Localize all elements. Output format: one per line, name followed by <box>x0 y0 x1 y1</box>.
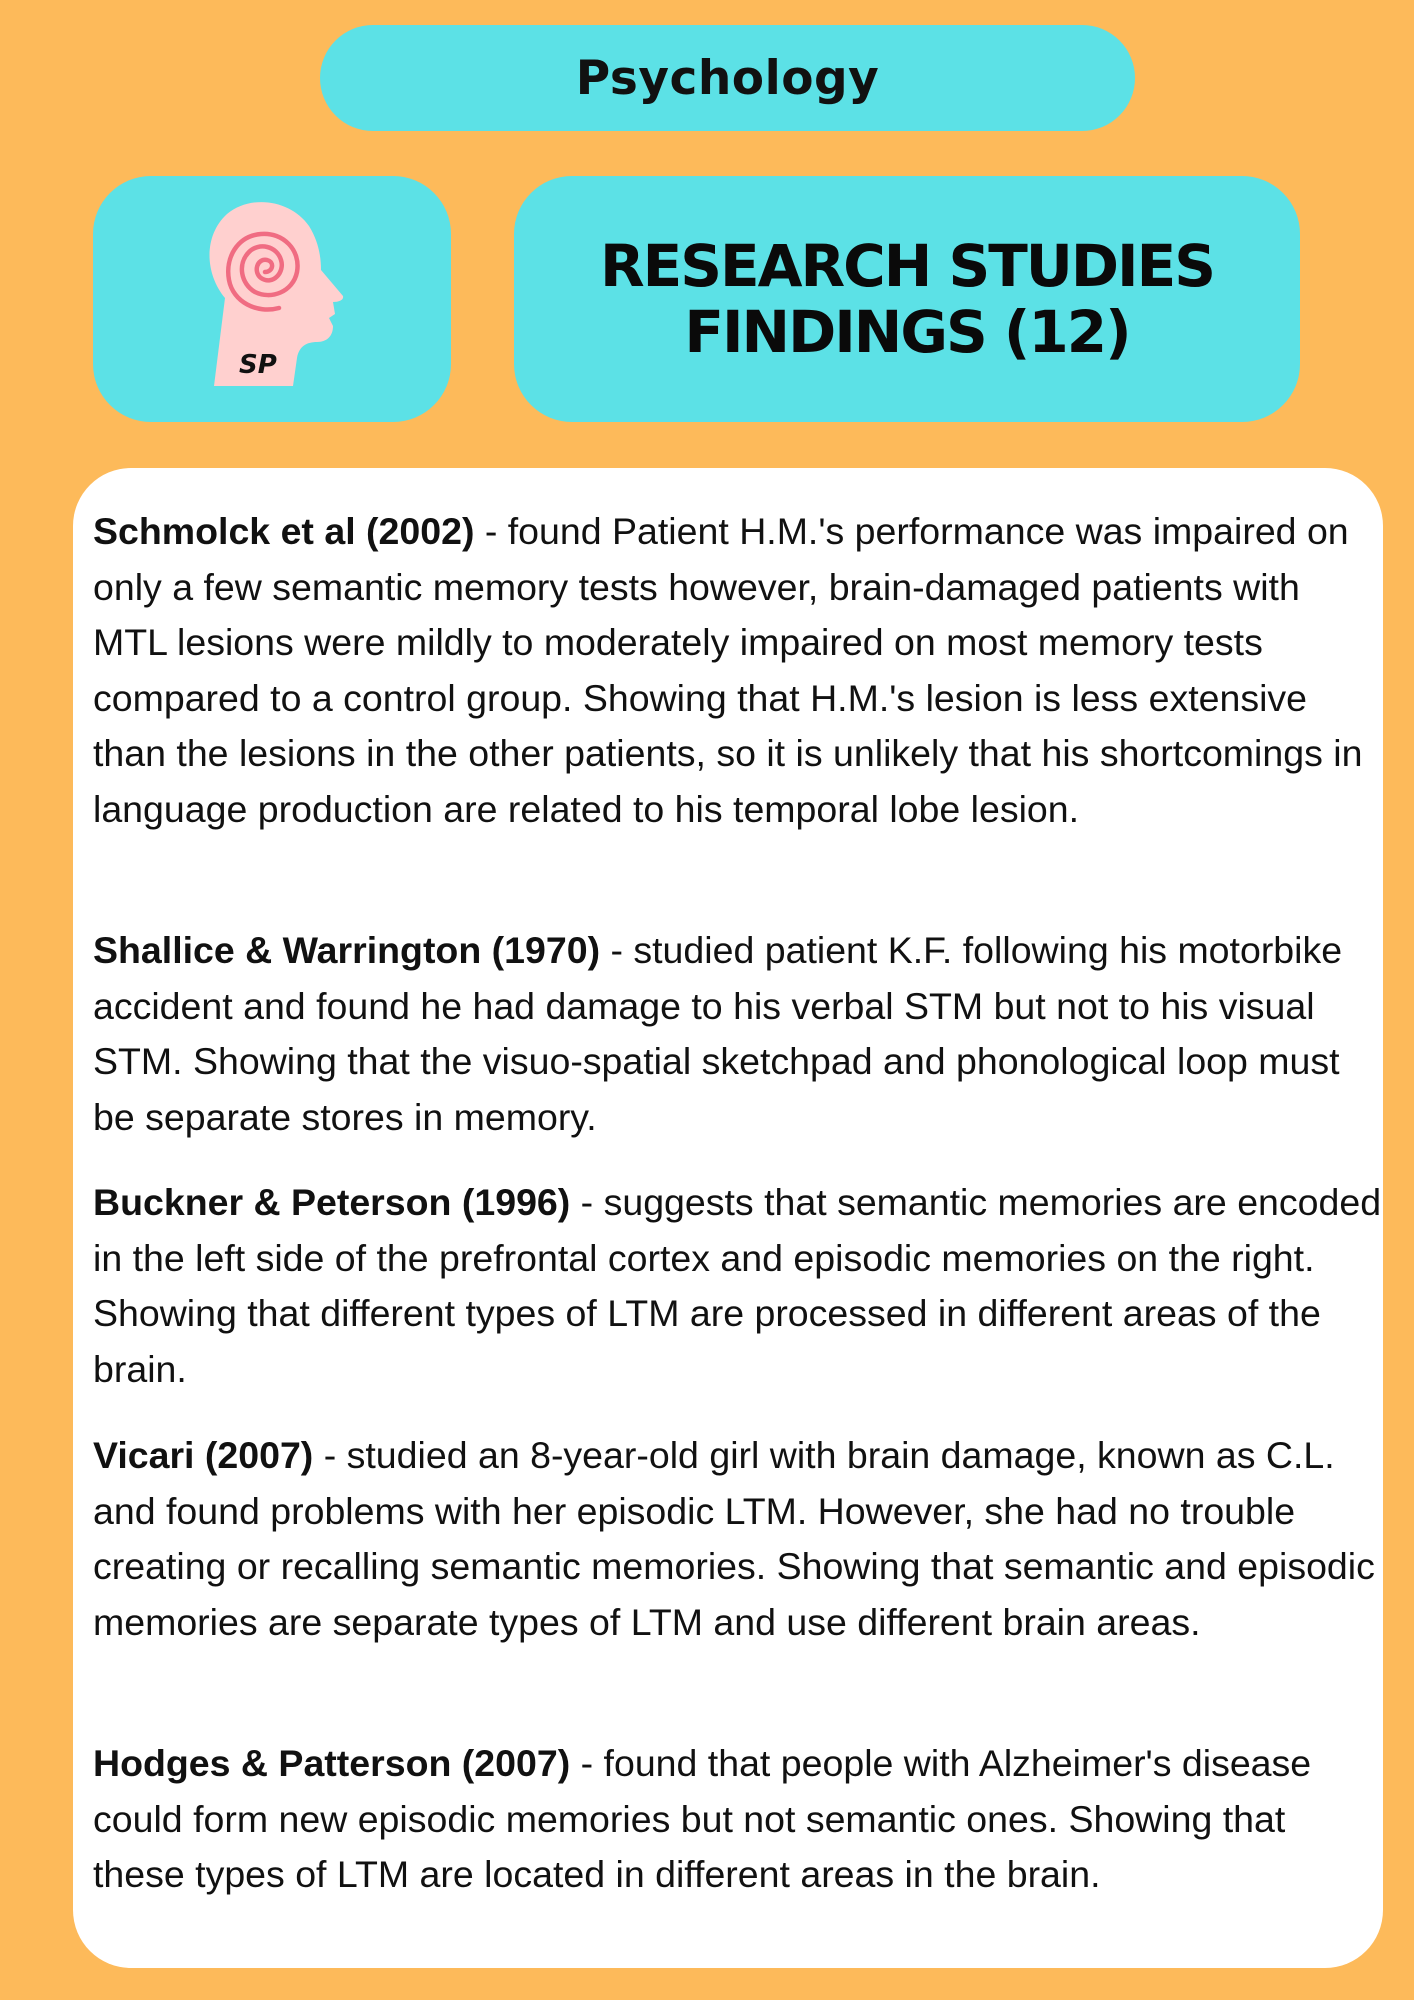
logo-panel <box>93 176 451 422</box>
study-text: - suggests that semantic memories are encoded in the left side of the prefrontal cortex and episodic memories on the right. Showing that different types of LTM are processed in different areas of the brain. <box>93 1181 1382 1390</box>
study-name: Shallice & Warrington (1970) <box>93 929 601 971</box>
study-name: Buckner & Peterson (1996) <box>93 1181 571 1223</box>
study-text: - studied patient K.F. following his motorbike accident and found he had damage to his verbal STM but not to his visual STM. Showing that the visuo-spatial sketchpad and phonological loop must be separate stores in memory. <box>93 929 1343 1138</box>
title-line-1: RESEARCH STUDIES <box>599 232 1215 300</box>
study-buckner-peterson <box>93 1175 1383 1397</box>
study-hodges-patterson <box>93 1736 1383 1903</box>
study-name: Schmolck et al (2002) <box>93 510 475 552</box>
head-spiral-icon <box>93 176 451 422</box>
study-shallice-warrington <box>93 923 1383 1145</box>
study-name: Vicari (2007) <box>93 1434 314 1476</box>
study-name: Hodges & Patterson (2007) <box>93 1742 571 1784</box>
study-vicari <box>93 1428 1383 1650</box>
study-text: - found that people with Alzheimer's disease could form new episodic memories but not semantic ones. Showing that these types of LTM are located in different areas in the brain. <box>93 1742 1312 1895</box>
logo-initials: SP <box>239 350 277 380</box>
title-line-2: FINDINGS (12) <box>684 298 1130 366</box>
subject-label: Psychology <box>575 50 880 106</box>
subject-pill <box>320 25 1135 131</box>
study-text: - studied an 8-year-old girl with brain damage, known as C.L. and found problems with her episodic LTM. However, she had no trouble creating or recalling semantic memories. Showing that semantic and episodic memories are separate types of LTM and use different brain areas. <box>93 1434 1375 1643</box>
study-schmolck <box>93 504 1383 837</box>
studies-panel <box>73 468 1383 1968</box>
title-panel <box>514 176 1300 422</box>
page-title <box>587 233 1227 365</box>
study-text: - found Patient H.M.'s performance was impaired on only a few semantic memory tests however, brain-damaged patients with MTL lesions were mildly to moderately impaired on most memory tests compared to a control group. Showing that H.M.'s lesion is less extensive than the lesions in the other patients, so it is unlikely that his shortcomings in language production are related to his temporal lobe lesion. <box>93 510 1363 830</box>
